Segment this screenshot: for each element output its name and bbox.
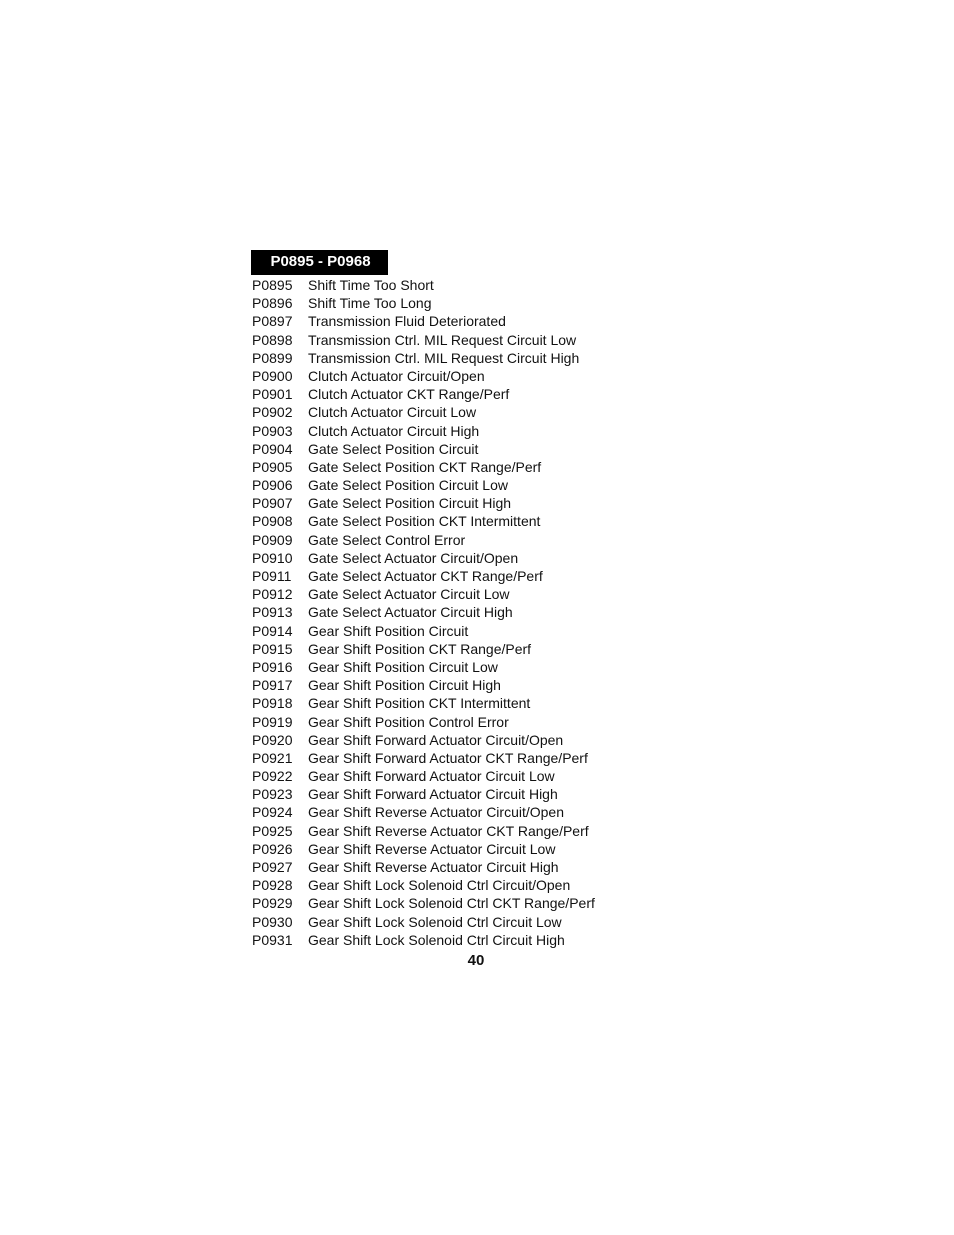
code-description: Gear Shift Lock Solenoid Ctrl Circuit Low: [308, 913, 562, 930]
code-description: Gate Select Position CKT Intermittent: [308, 513, 541, 530]
code-description: Gear Shift Forward Actuator Circuit/Open: [308, 731, 564, 748]
code-row: [252, 785, 595, 803]
code-description: Gate Select Actuator Circuit/Open: [308, 549, 519, 566]
code-row: [252, 931, 595, 949]
trouble-code-list: [252, 276, 595, 949]
code-description: Gate Select Position Circuit High: [308, 495, 512, 512]
code-id: P0920: [252, 731, 293, 748]
code-id: P0921: [252, 749, 293, 766]
code-description: Clutch Actuator Circuit High: [308, 422, 480, 439]
code-id: P0917: [252, 677, 293, 694]
code-description: Transmission Ctrl. MIL Request Circuit Low: [308, 331, 577, 348]
code-description: Shift Time Too Long: [308, 295, 432, 312]
code-id: P0909: [252, 531, 293, 548]
code-row: [252, 822, 595, 840]
code-row: [252, 567, 595, 585]
code-id: P0911: [252, 568, 292, 584]
code-row: [252, 512, 595, 530]
code-id: P0923: [252, 786, 293, 803]
code-id: P0915: [252, 640, 293, 657]
code-description: Gear Shift Reverse Actuator Circuit/Open: [308, 804, 564, 821]
code-row: [252, 731, 595, 749]
code-row: [252, 749, 595, 767]
code-id: P0930: [252, 913, 293, 930]
code-id: P0918: [252, 695, 293, 712]
code-id: P0913: [252, 604, 293, 621]
code-id: P0903: [252, 422, 293, 439]
code-id: P0906: [252, 477, 293, 494]
code-row: [252, 640, 595, 658]
code-description: Gear Shift Reverse Actuator Circuit High: [308, 859, 559, 875]
code-row: [252, 858, 595, 876]
code-id: P0904: [252, 440, 293, 457]
code-id: P0926: [252, 840, 293, 857]
code-row: [252, 403, 595, 421]
code-row: [252, 803, 595, 821]
code-row: [252, 312, 595, 330]
code-row: [252, 894, 595, 912]
code-row: [252, 694, 595, 712]
code-description: Gear Shift Forward Actuator CKT Range/Perf: [308, 749, 588, 766]
page-number: 40: [467, 952, 485, 969]
code-id: P0924: [252, 804, 293, 821]
section-header-badge: [251, 250, 388, 275]
code-description: Gear Shift Position Circuit Low: [308, 658, 498, 675]
code-description: Gear Shift Forward Actuator Circuit High: [308, 786, 558, 803]
code-id: P0925: [252, 822, 293, 839]
code-id: P0908: [252, 513, 293, 530]
code-description: Clutch Actuator Circuit Low: [308, 404, 477, 421]
code-description: Gear Shift Position Circuit: [308, 622, 469, 639]
code-row: [252, 622, 595, 640]
code-description: Gear Shift Position Circuit High: [308, 677, 501, 694]
code-row: [252, 276, 595, 294]
code-description: Shift Time Too Short: [308, 277, 434, 293]
section-header-label: P0895 - P0968: [270, 253, 371, 270]
code-description: Gate Select Actuator Circuit High: [308, 604, 513, 621]
code-description: Gear Shift Lock Solenoid Ctrl Circuit/Open: [308, 877, 571, 894]
code-row: [252, 458, 595, 476]
code-description: Gate Select Position Circuit Low: [308, 477, 508, 494]
code-description: Gear Shift Reverse Actuator Circuit Low: [308, 840, 556, 857]
code-row: [252, 876, 595, 894]
code-row: [252, 331, 595, 349]
code-id: P0907: [252, 495, 293, 512]
code-id: P0905: [252, 458, 293, 475]
code-row: [252, 294, 595, 312]
code-description: Transmission Ctrl. MIL Request Circuit High: [308, 349, 580, 366]
code-id: P0897: [252, 313, 293, 330]
code-id: P0927: [252, 859, 293, 875]
code-id: P0922: [252, 768, 293, 785]
code-description: Clutch Actuator CKT Range/Perf: [308, 386, 510, 403]
code-description: Gear Shift Lock Solenoid Ctrl CKT Range/Perf: [308, 895, 595, 912]
code-row: [252, 476, 595, 494]
code-row: [252, 603, 595, 621]
code-description: Gate Select Control Error: [308, 531, 466, 548]
code-description: Gate Select Actuator CKT Range/Perf: [308, 568, 543, 584]
code-row: [252, 913, 595, 931]
code-id: P0899: [252, 349, 293, 366]
code-description: Gate Select Position CKT Range/Perf: [308, 458, 542, 475]
code-id: P0928: [252, 877, 293, 894]
code-description: Gear Shift Position CKT Range/Perf: [308, 640, 532, 657]
code-description: Gear Shift Position Control Error: [308, 713, 509, 730]
code-id: P0900: [252, 367, 293, 384]
code-row: [252, 349, 595, 367]
code-row: [252, 494, 595, 512]
code-id: P0901: [252, 386, 293, 403]
code-id: P0902: [252, 404, 293, 421]
code-id: P0919: [252, 713, 293, 730]
code-row: [252, 440, 595, 458]
code-row: [252, 422, 595, 440]
code-row: [252, 658, 595, 676]
code-row: [252, 676, 595, 694]
code-row: [252, 840, 595, 858]
code-row: [252, 385, 595, 403]
code-id: P0912: [252, 586, 293, 603]
code-description: Gear Shift Position CKT Intermittent: [308, 695, 531, 712]
code-id: P0910: [252, 549, 293, 566]
code-id: P0929: [252, 895, 293, 912]
code-description: Gear Shift Lock Solenoid Ctrl Circuit High: [308, 931, 565, 948]
code-description: Transmission Fluid Deteriorated: [308, 313, 506, 330]
code-description: Gate Select Position Circuit: [308, 440, 479, 457]
code-id: P0896: [252, 295, 293, 312]
code-description: Gear Shift Forward Actuator Circuit Low: [308, 768, 555, 785]
code-description: Clutch Actuator Circuit/Open: [308, 367, 485, 384]
code-row: [252, 531, 595, 549]
code-id: P0916: [252, 658, 293, 675]
code-row: [252, 767, 595, 785]
code-row: [252, 585, 595, 603]
code-id: P0931: [252, 931, 293, 948]
code-description: Gate Select Actuator Circuit Low: [308, 586, 510, 603]
code-description: Gear Shift Reverse Actuator CKT Range/Perf: [308, 822, 589, 839]
code-id: P0914: [252, 622, 293, 639]
code-row: [252, 367, 595, 385]
code-id: P0895: [252, 277, 293, 293]
code-id: P0898: [252, 331, 293, 348]
code-row: [252, 713, 595, 731]
code-row: [252, 549, 595, 567]
